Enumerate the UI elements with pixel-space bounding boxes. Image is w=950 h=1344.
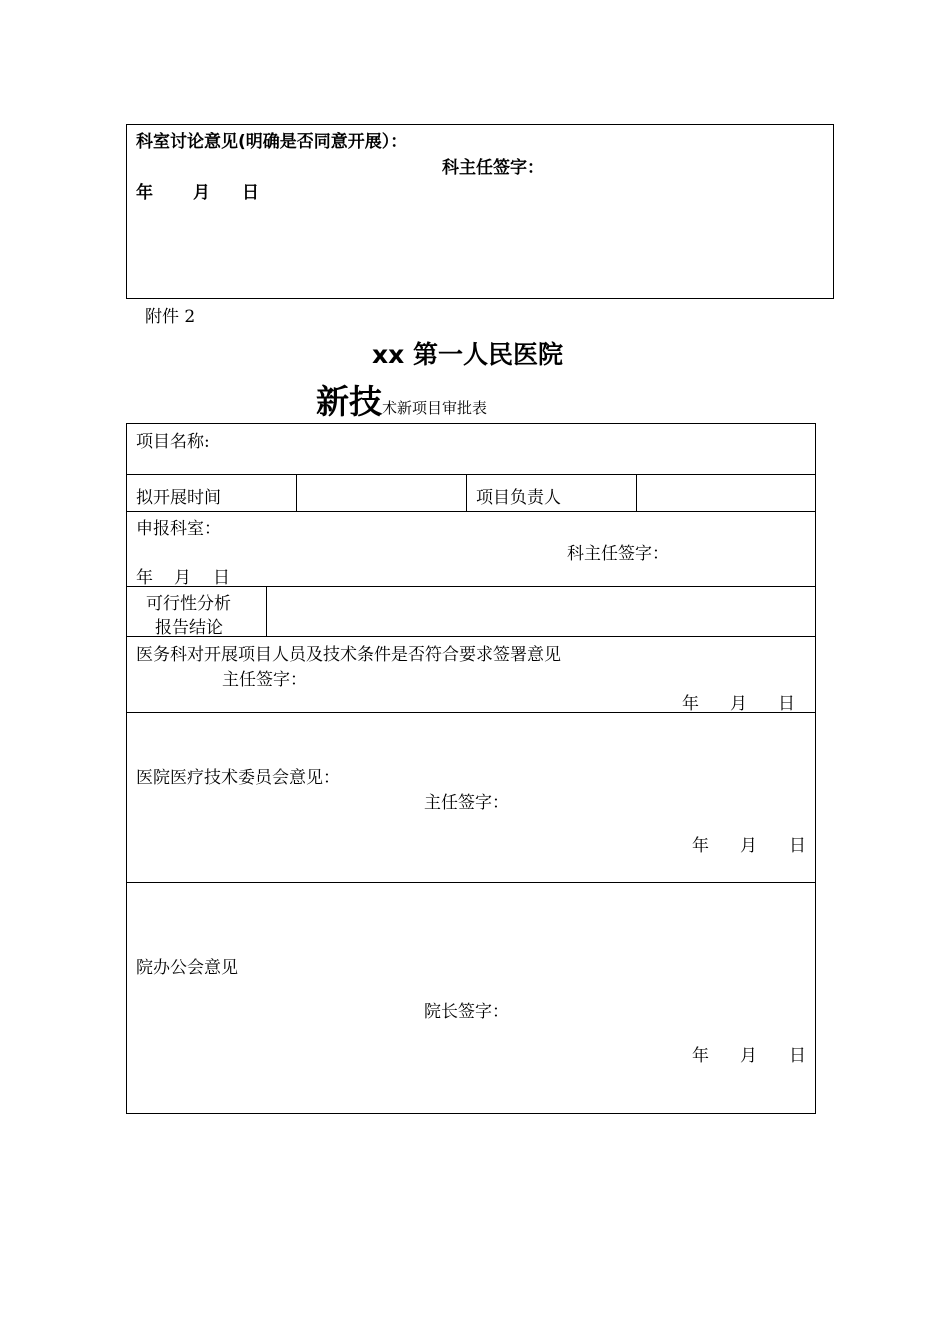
feasibility-label-line2: 报告结论 xyxy=(155,618,223,638)
applying-department-label: 申报科室： xyxy=(136,519,221,539)
hospital-title: xx 第一人民医院 xyxy=(372,340,563,369)
committee-date-month: 月 xyxy=(740,836,757,856)
department-date-year: 年 xyxy=(136,183,153,203)
cell-divider xyxy=(636,474,637,511)
medical-affairs-date-year: 年 xyxy=(682,694,699,714)
committee-date-day: 日 xyxy=(789,836,806,856)
row-divider xyxy=(126,712,816,713)
project-name-label: 项目名称: xyxy=(136,432,210,452)
attachment-label: 附件 2 xyxy=(145,307,196,327)
row-divider xyxy=(126,882,816,883)
medical-affairs-date-month: 月 xyxy=(730,694,747,714)
president-signature-label: 院长签字： xyxy=(424,1002,509,1022)
form-title-large: 新技 xyxy=(316,382,382,421)
department-discussion-title: 科室讨论意见(明确是否同意开展）： xyxy=(136,132,408,152)
row-divider xyxy=(126,636,816,637)
medical-affairs-opinion-label: 医务科对开展项目人员及技术条件是否符合要求签署意见 xyxy=(136,645,561,665)
committee-opinion-label: 医院医疗技术委员会意见： xyxy=(136,768,340,788)
applying-department-date-year: 年 xyxy=(136,568,153,588)
project-leader-label: 项目负责人 xyxy=(476,488,561,508)
department-head-signature-label: 科主任签字： xyxy=(442,158,544,178)
department-date-month: 月 xyxy=(193,183,210,203)
hospital-office-date-month: 月 xyxy=(740,1046,757,1066)
committee-date-year: 年 xyxy=(692,836,709,856)
row-divider xyxy=(126,511,816,512)
form-title xyxy=(316,376,487,423)
cell-divider xyxy=(466,474,467,511)
committee-signature-label: 主任签字： xyxy=(424,793,509,813)
feasibility-label-line1: 可行性分析 xyxy=(146,594,231,614)
row-divider xyxy=(126,474,816,475)
medical-affairs-date-day: 日 xyxy=(778,694,795,714)
hospital-office-opinion-label: 院办公会意见 xyxy=(136,958,238,978)
hospital-office-date-year: 年 xyxy=(692,1046,709,1066)
medical-affairs-signature-label: 主任签字： xyxy=(222,670,307,690)
cell-divider xyxy=(266,586,267,636)
planned-time-label: 拟开展时间 xyxy=(136,488,221,508)
hospital-office-date-day: 日 xyxy=(789,1046,806,1066)
applying-department-signature-label: 科主任签字： xyxy=(567,544,669,564)
applying-department-date-month: 月 xyxy=(174,568,191,588)
cell-divider xyxy=(296,474,297,511)
applying-department-date-day: 日 xyxy=(213,568,230,588)
form-title-small: 术新项目审批表 xyxy=(382,399,488,417)
department-date-day: 日 xyxy=(242,183,259,203)
row-divider xyxy=(126,586,816,587)
